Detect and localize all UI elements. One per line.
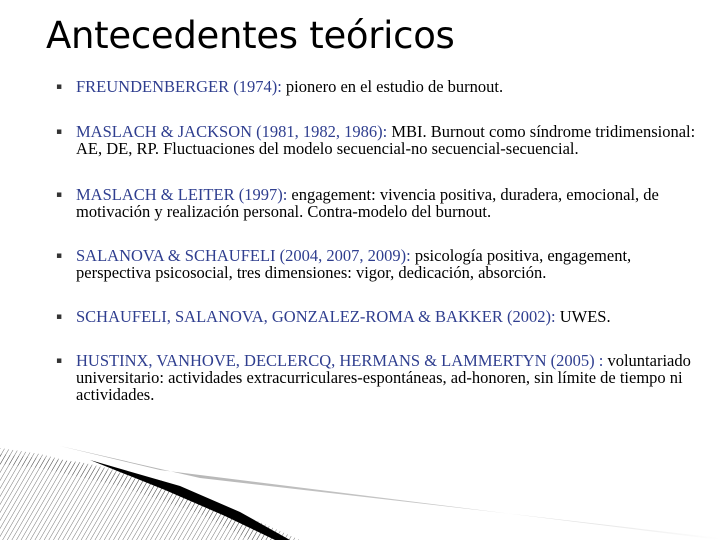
bullet-icon: ▪ [56,356,63,366]
bullet-icon: ▪ [56,127,63,137]
bullet-icon: ▪ [56,82,63,92]
bullet-icon: ▪ [56,251,63,261]
bullet-text: MBI. Burnout como síndrome tridimensional: AE, DE, RP. Fluctuaciones del modelo secuencial-no secuencial-secuencial. [76,122,696,158]
bullet-list [56,78,706,403]
bullet-text: UWES. [555,307,611,326]
bullet-author: SCHAUFELI, SALANOVA, GONZALEZ-ROMA & BAKKER (2002): [76,307,556,326]
bullet-item [56,123,706,157]
bullet-icon: ▪ [56,312,63,322]
bullet-item [56,78,706,95]
bullet-author: SALANOVA & SCHAUFELI (2004, 2007, 2009): [76,246,411,265]
bullet-author: MASLACH & LEITER (1997): [76,185,288,204]
slide-title: Antecedentes teóricos [46,14,455,57]
bullet-text: engagement: vivencia positiva, duradera, emocional, de motivación y realización personal. Contra-modelo del burnout. [76,185,659,221]
bullet-author: HUSTINX, VANHOVE, DECLERCQ, HERMANS & LAMMERTYN (2005) : [76,351,604,370]
bullet-item [56,352,706,403]
bullet-item [56,186,706,220]
bullet-icon: ▪ [56,190,63,200]
bullet-author: MASLACH & JACKSON (1981, 1982, 1986): [76,122,388,141]
bullet-author: FREUNDENBERGER (1974): [76,77,282,96]
decorative-swoosh [0,440,720,540]
bullet-item [56,247,706,281]
bullet-item [56,308,706,325]
bullet-text: psicología positiva, engagement, perspectiva psicosocial, tres dimensiones: vigor, dedicación, absorción. [76,246,632,282]
bullet-text: pionero en el estudio de burnout. [281,77,504,96]
bullet-text: voluntariado universitario: actividades extracurriculares-espontáneas, ad-honoren, sin límite de tiempo ni actividades. [76,351,691,404]
